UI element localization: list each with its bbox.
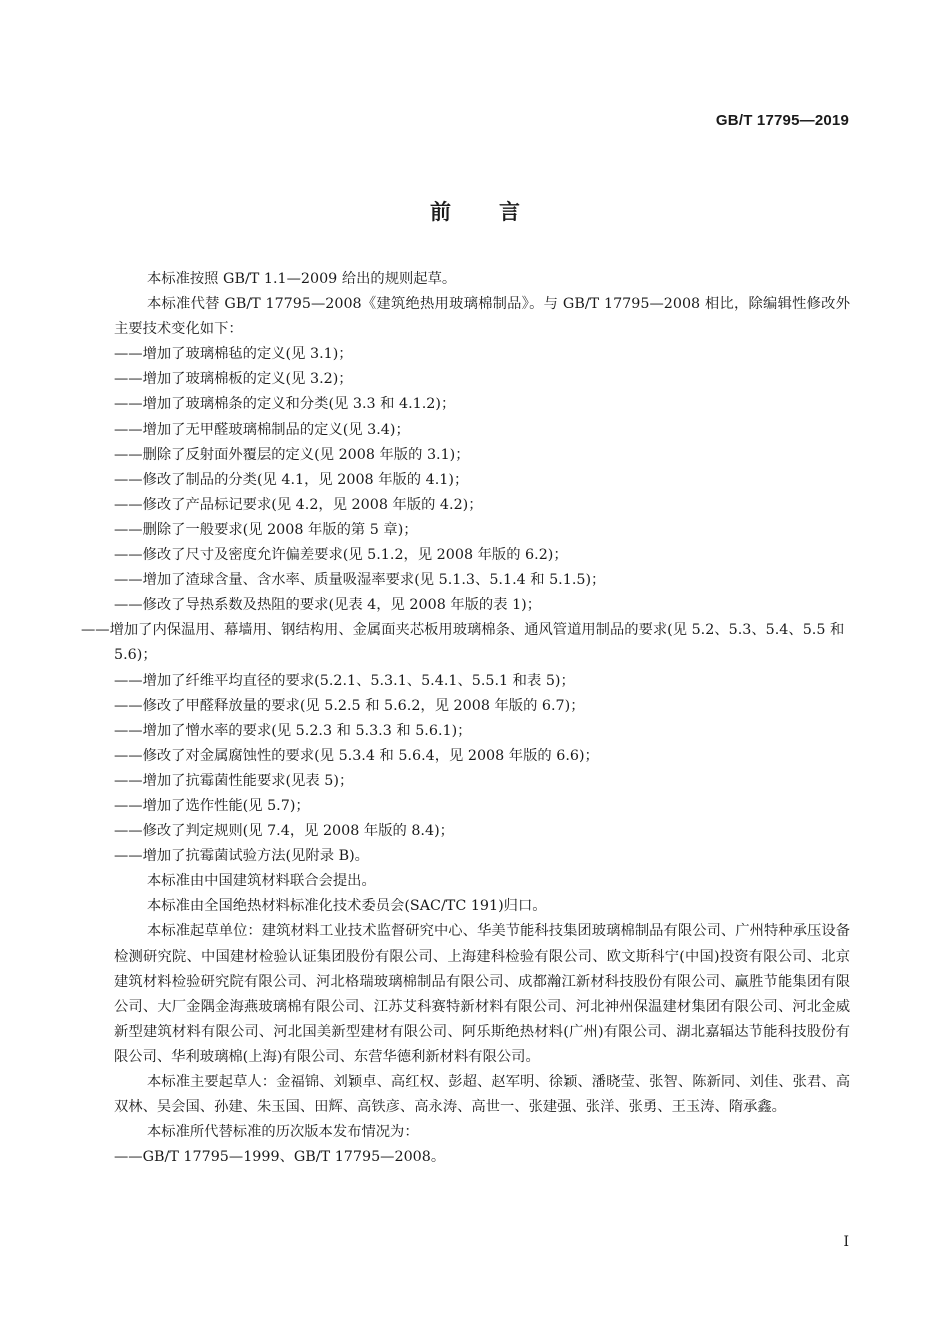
change-item: ——修改了甲醛释放量的要求(见 5.2.5 和 5.6.2，见 2008 年版的 6.7)；	[114, 697, 585, 714]
change-item: ——增加了纤维平均直径的要求(5.2.1、5.3.1、5.4.1、5.5.1 和表 5)；	[114, 672, 575, 689]
change-item: ——增加了抗霉菌性能要求(见表 5)；	[114, 772, 354, 789]
paragraph-committee: 本标准由全国绝热材料标准化技术委员会(SAC/TC 191)归口。	[147, 898, 547, 915]
change-item: ——增加了无甲醛玻璃棉制品的定义(见 3.4)；	[114, 421, 410, 438]
foreword-body	[81, 267, 850, 1170]
change-item: ——增加了憎水率的要求(见 5.2.3 和 5.3.3 和 5.6.1)；	[114, 722, 472, 739]
paragraph-history-intro: 本标准所代替标准的历次版本发布情况为：	[147, 1124, 419, 1141]
change-item: ——增加了玻璃棉毡的定义(见 3.1)；	[114, 346, 353, 363]
document-code: GB/T 17795—2019	[715, 112, 849, 129]
change-item: ——修改了对金属腐蚀性的要求(见 5.3.4 和 5.6.4，见 2008 年版的 6.6)；	[114, 747, 599, 764]
paragraph-replacement: 本标准代替 GB/T 17795—2008《建筑绝热用玻璃棉制品》。与 GB/T 17795—2008 相比，除编辑性修改外主要技术变化如下：	[114, 296, 850, 338]
change-item: ——增加了渣球含量、含水率、质量吸湿率要求(见 5.1.3、5.1.4 和 5.1.5)；	[114, 572, 606, 589]
change-item: ——修改了判定规则(见 7.4，见 2008 年版的 8.4)；	[114, 823, 454, 840]
change-item: ——修改了导热系数及热阻的要求(见表 4，见 2008 年版的表 1)；	[114, 597, 542, 614]
paragraph-drafting-rules: 本标准按照 GB/T 1.1—2009 给出的规则起草。	[147, 271, 457, 287]
change-item: ——修改了产品标记要求(见 4.2，见 2008 年版的 4.2)；	[114, 496, 483, 513]
change-item: ——增加了内保温用、幕墙用、钢结构用、金属面夹芯板用玻璃棉条、通风管道用制品的要求(见 5.2、5.3、5.4、5.5 和 5.6)；	[81, 622, 845, 664]
change-item: ——增加了玻璃棉板的定义(见 3.2)；	[114, 371, 353, 388]
change-item: ——修改了尺寸及密度允许偏差要求(见 5.1.2，见 2008 年版的 6.2)；	[114, 547, 568, 564]
change-item: ——删除了一般要求(见 2008 年版的第 5 章)；	[114, 521, 418, 538]
change-item: ——增加了玻璃棉条的定义和分类(见 3.3 和 4.1.2)；	[114, 396, 456, 413]
change-item: ——删除了反射面外覆层的定义(见 2008 年版的 3.1)；	[114, 446, 470, 463]
change-item: ——修改了制品的分类(见 4.1，见 2008 年版的 4.1)；	[114, 471, 469, 488]
changes-list	[81, 342, 850, 869]
history-item: ——GB/T 17795—1999、GB/T 17795—2008。	[114, 1149, 446, 1166]
paragraph-drafting-units: 本标准起草单位：建筑材料工业技术监督研究中心、华美节能科技集团玻璃棉制品有限公司、广州特种承压设备检测研究院、中国建材检验认证集团股份有限公司、上海建科检验有限公司、欧文斯科宁(中国)投资有限公司、北京建筑材料检验研究院有限公司、河北格瑞玻璃棉制品有限公司、成都瀚江新材科技股份有限公司、赢胜节能集团有限公司、大厂金隅金海燕玻璃棉有限公司、江苏艾科赛特新材料有限公司、河北神州保温建材集团有限公司、河北金威新型建筑材料有限公司、河北国美新型建材有限公司、阿乐斯绝热材料(广州)有限公司、湖北嘉辐达节能科技股份有限公司、华利玻璃棉(上海)有限公司、东营华德利新材料有限公司。	[114, 923, 850, 1065]
change-item: ——增加了抗霉菌试验方法(见附录 B)。	[114, 848, 369, 865]
page-number: I	[843, 1234, 849, 1250]
paragraph-proposer: 本标准由中国建筑材料联合会提出。	[147, 873, 376, 890]
paragraph-drafters: 本标准主要起草人：金福锦、刘颖卓、高红权、彭超、赵军明、徐颖、潘晓莹、张智、陈新同、刘佳、张君、高双林、吴会国、孙建、朱玉国、田辉、高铁彦、高永涛、高世一、张建强、张洋、张勇、王玉涛、隋承鑫。	[114, 1074, 850, 1116]
page-title: 前言	[430, 200, 568, 224]
change-item: ——增加了选作性能(见 5.7)；	[114, 797, 310, 814]
